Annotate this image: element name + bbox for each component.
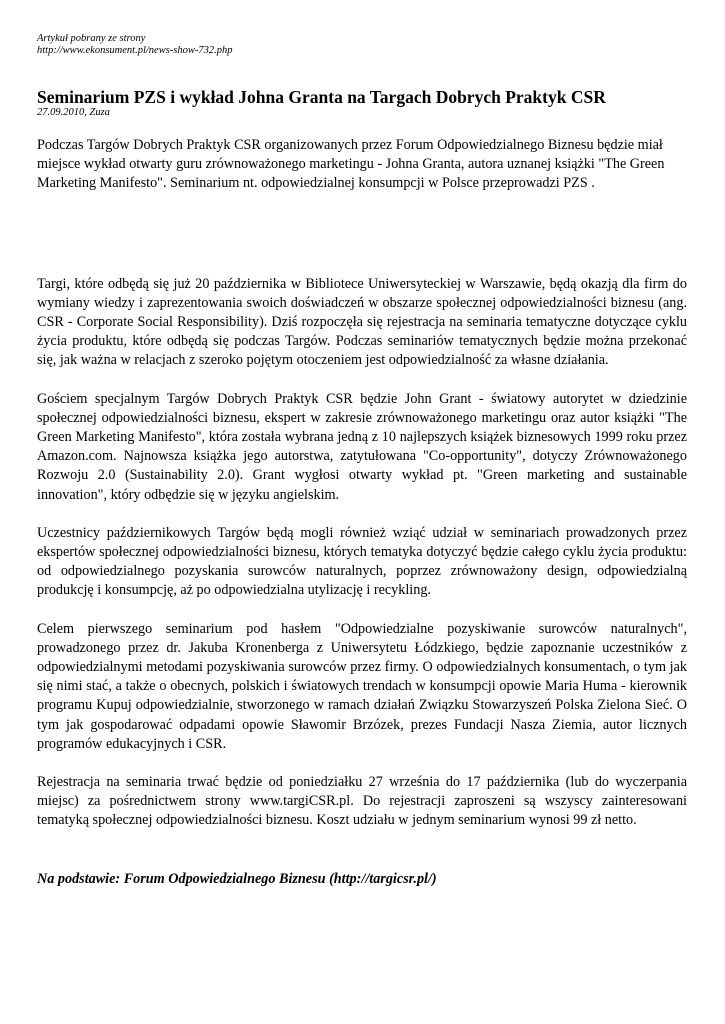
article-paragraph-5: Celem pierwszego seminarium pod hasłem "Odpowiedzialne pozyskiwanie surowców naturalnych", prowadzonego przez dr. Jakuba Kronenberga z Uniwersytetu Łódzkiego, będzie zapoznanie uczestników z odpowiedzialnymi metodami pozyskiwania surowców przez firmy. O odpowiedzialnych konsumentach, o tym jak się nimi stać, a także o obecnych, polskich i światowych trendach w konsumpcji opowie Maria Huma - kierownik programu Kupuj odpowiedzialnie, stworzonego w ramach działań Związku Stowarzyszeń Polska Zielona Sieć. O tym jak gospodarować odpadami opowie Sławomir Brzózek, prezes Fundacji Nasza Ziemia, autor licznych programów edukacyjnych i CSR. xyxy=(37,620,687,752)
article-paragraph-4: Uczestnicy październikowych Targów będą mogli również wziąć udział w seminariach prowadzonych przez ekspertów społecznej odpowiedzialności biznesu, których tematyka dotyczyć będzie całego cyklu życia produktu: od odpowiedzialnego pozyskania surowców naturalnych, poprzez zrównoważony design, odpowiedzialną produkcję i konsumpcję, aż po odpowiedzialna utylizację i recykling. xyxy=(37,524,687,599)
article-date-author: 27.09.2010, Zuza xyxy=(37,107,110,118)
source-url: http://www.ekonsument.pl/news-show-732.php xyxy=(37,45,233,56)
article-paragraph-2: Targi, które odbędą się już 20 października w Bibliotece Uniwersyteckiej w Warszawie, będą okazją dla firm do wymiany wiedzy i zaprezentowania swoich doświadczeń w obszarze społecznej odpowiedzialności biznesu (ang. CSR - Corporate Social Responsibility). Dziś rozpoczęła się rejestracja na seminaria tematyczne dotyczące cyklu życia produktu, które odbędą się podczas Targów. Podczas seminariów tematycznych będzie można przekonać się, jak ważna w relacjach z szeroko pojętym otoczeniem jest odpowiedzialność za własne działania. xyxy=(37,275,687,369)
article-paragraph-6: Rejestracja na seminaria trwać będzie od poniedziałku 27 września do 17 października (lub do wyczerpania miejsc) za pośrednictwem strony www.targiCSR.pl. Do rejestracji zaproszeni są wszyscy zainteresowani tematyką społecznej odpowiedzialności biznesu. Koszt udziału w jednym seminarium wynosi 99 zł netto. xyxy=(37,774,687,829)
document-page xyxy=(37,33,687,889)
article-title: Seminarium PZS i wykład Johna Granta na Targach Dobrych Praktyk CSR xyxy=(37,87,606,107)
article-source-note: Na podstawie: Forum Odpowiedzialnego Biznesu (http://targicsr.pl/) xyxy=(37,870,437,887)
article-paragraph-3: Gościem specjalnym Targów Dobrych Praktyk CSR będzie John Grant - światowy autorytet w dziedzinie społecznej odpowiedzialności biznesu, ekspert w zakresie zrównoważonego marketingu oraz autor książki "The Green Marketing Manifesto", która została wybrana jedną z 10 najlepszych książek biznesowych 1999 roku przez Amazon.com. Najnowsza książka jego autorstwa, zatytułowana "Co-opportunity", dotyczy Zrównoważonego Rozwoju 2.0 (Sustainability 2.0). Grant wygłosi otwarty wykład pt. "Green marketing and sustainable innovation", który odbędzie się w języku angielskim. xyxy=(37,390,687,503)
source-label: Artykuł pobrany ze strony xyxy=(37,33,146,44)
article-paragraph-1: Podczas Targów Dobrych Praktyk CSR organizowanych przez Forum Odpowiedzialnego Biznesu będzie miał miejsce wykład otwarty guru zrównoważonego marketingu - Johna Granta, autora uznanej książki "The Green Marketing Manifesto". Seminarium nt. odpowiedzialnej konsumpcji w Polsce przeprowadzi PZS . xyxy=(37,137,665,192)
